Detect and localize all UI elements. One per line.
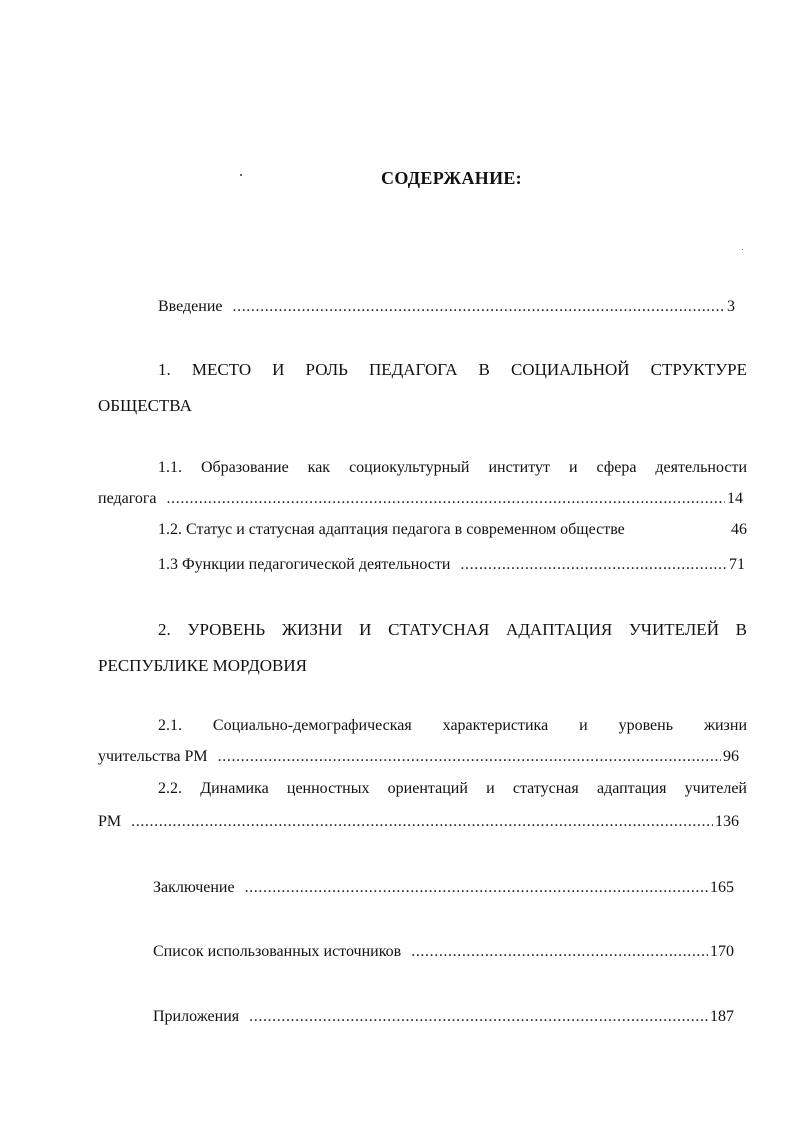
toc-entry-1-2[interactable] (158, 520, 747, 540)
chapter-heading-line: 2. УРОВЕНЬ ЖИЗНИ И СТАТУСНАЯ АДАПТАЦИЯ УЧИТЕЛЕЙ В (158, 620, 747, 639)
dot-leader (249, 1007, 708, 1027)
toc-entry-label: педагога (98, 490, 157, 507)
toc-entry-label: Введение (158, 298, 223, 315)
toc-entry-appendix[interactable] (153, 1007, 734, 1027)
dot-leader (218, 747, 721, 767)
toc-title: СОДЕРЖАНИЕ: (381, 168, 522, 188)
toc-entry-conclusion[interactable] (153, 878, 734, 898)
dot-leader (460, 555, 727, 575)
toc-entry-page: 136 (715, 813, 739, 830)
toc-entry-label: Заключение (153, 879, 235, 896)
toc-entry-sources[interactable] (153, 942, 734, 962)
toc-entry-page: 96 (723, 748, 739, 765)
toc-entry-label: 2.1. Социально-демографическая характеристика и уровень жизни (158, 717, 747, 734)
toc-entry-page: 170 (710, 943, 734, 960)
dot-leader (131, 812, 713, 832)
dot-leader (233, 297, 726, 317)
dot-leader (411, 942, 708, 962)
toc-entry-page: 165 (710, 879, 734, 896)
toc-entry-label: Приложения (153, 1008, 240, 1025)
toc-entry-page: 46 (731, 521, 747, 538)
chapter-heading-line: РЕСПУБЛИКЕ МОРДОВИЯ (98, 656, 308, 675)
toc-chapter-1-heading[interactable] (98, 352, 747, 424)
toc-entry-2-1-continuation[interactable] (98, 747, 739, 767)
toc-entry-1-1-continuation[interactable] (98, 489, 743, 509)
toc-entry-label: 1.1. Образование как социокультурный институт и сфера деятельности (158, 459, 747, 476)
toc-entry-label: 2.2. Динамика ценностных ориентаций и статусная адаптация учителей (158, 780, 747, 797)
toc-entry-page: 3 (727, 298, 735, 315)
dot-leader (245, 878, 708, 898)
toc-entry-page: 14 (727, 490, 743, 507)
chapter-heading-line: ОБЩЕСТВА (98, 396, 192, 415)
dot-leader (167, 489, 725, 509)
toc-entry-page: 187 (710, 1008, 734, 1025)
toc-entry-label: РМ (98, 813, 122, 830)
toc-entry-2-1[interactable] (98, 716, 747, 736)
scan-speck (742, 249, 743, 250)
toc-entry-intro[interactable] (158, 297, 735, 317)
toc-entry-1-3[interactable] (158, 555, 745, 575)
toc-entry-label: Список использованных источников (153, 943, 402, 960)
toc-entry-label: 1.2. Статус и статусная адаптация педагога в современном обществе (158, 521, 625, 538)
toc-chapter-2-heading[interactable] (98, 612, 747, 684)
toc-entry-2-2-continuation[interactable] (98, 812, 739, 832)
toc-entry-label: учительства РМ (98, 748, 208, 765)
toc-entry-1-1[interactable] (98, 458, 747, 478)
chapter-heading-line: 1. МЕСТО И РОЛЬ ПЕДАГОГА В СОЦИАЛЬНОЙ СТРУКТУРЕ (158, 360, 747, 379)
toc-entry-label: 1.3 Функции педагогической деятельности (158, 556, 451, 573)
toc-entry-2-2[interactable] (98, 779, 747, 799)
toc-entry-page: 71 (729, 556, 745, 573)
